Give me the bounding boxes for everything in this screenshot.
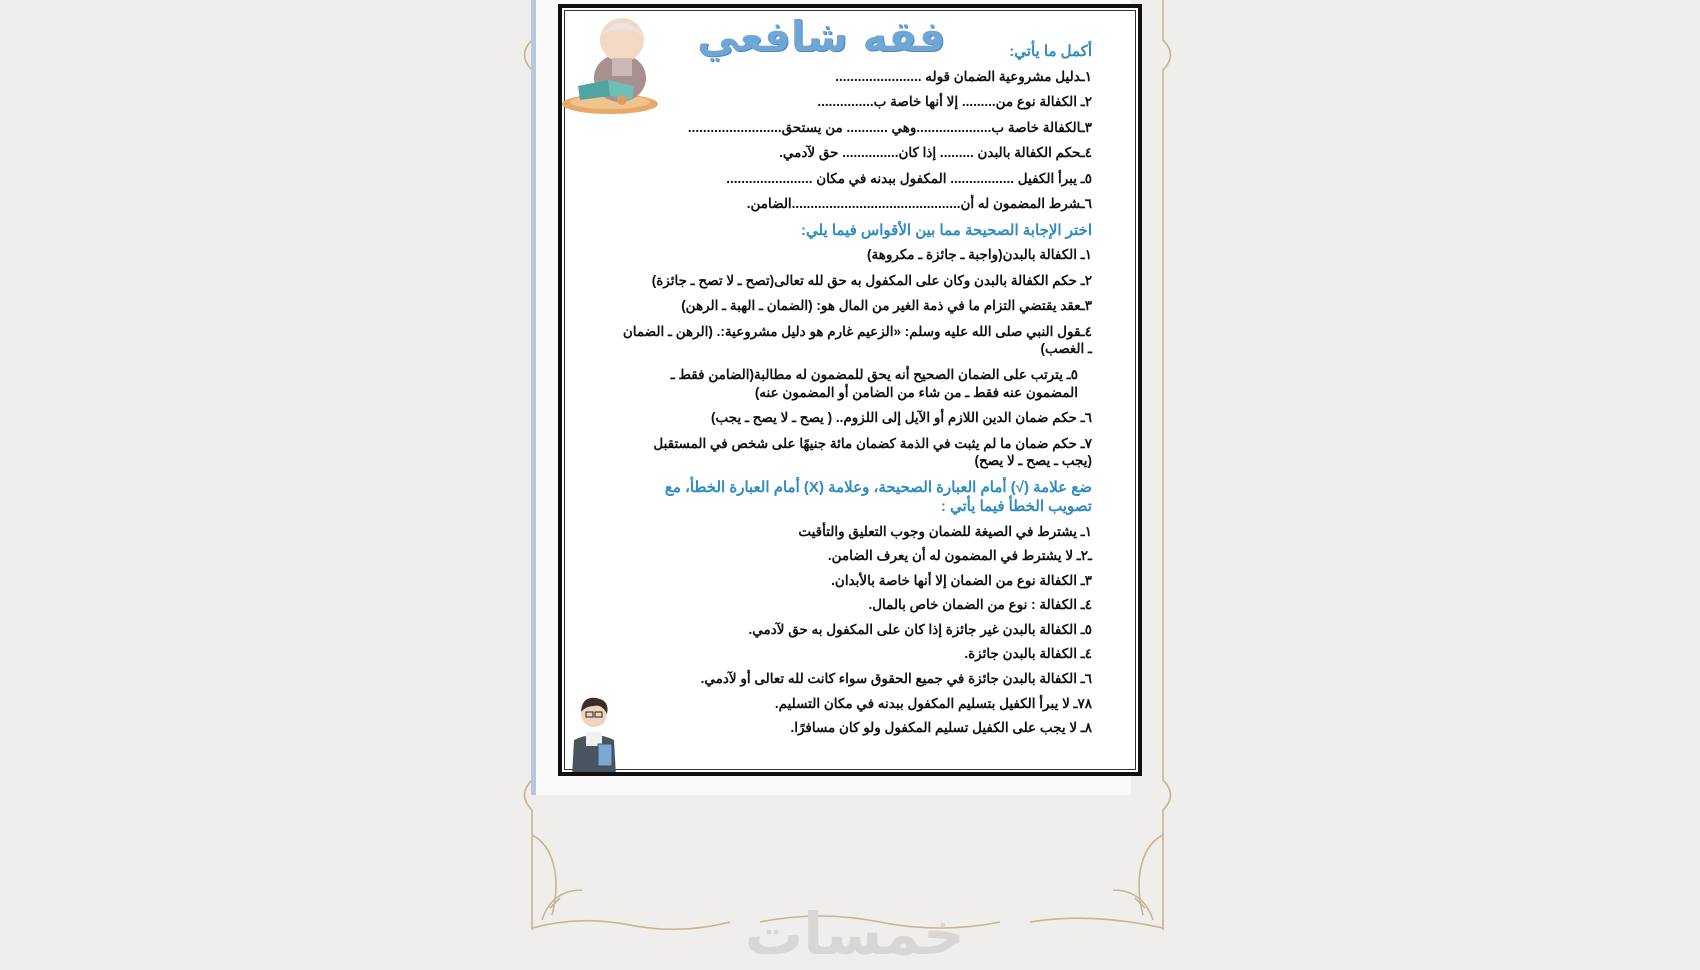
worksheet-page — [558, 4, 1142, 776]
section3-item: ٦ـ الكفالة بالبدن جائزة في جميع الحقوق سواء كانت لله تعالى أو لآدمي. — [700, 671, 1092, 687]
watermark-text: خمسات — [745, 900, 965, 968]
student-with-book-icon — [562, 688, 626, 776]
sheet-margin-rule — [531, 0, 536, 795]
section2-item: ٥ـ يترتب على الضمان الصحيح أنه يحق للمضمون له مطالبة(الضامن فقط ـ المضمون عنه فقط ـ من شاء من الضامن أو المضمون عنه) — [670, 367, 1078, 400]
section3-item: ١ـ يشترط في الصيغة للضمان وجوب التعليق والتأقيت — [798, 523, 1092, 539]
page-title: فقه شافعي — [697, 12, 946, 61]
section1-item: ٣ـالكفالة خاصة ب....................وهي ........... من يستحق......................... — [687, 119, 1092, 135]
section3-item: ٤ـ الكفالة بالبدن جائزة. — [964, 646, 1092, 662]
section3-item: ٤ـ الكفالة : نوع من الضمان خاص بالمال. — [868, 597, 1092, 613]
section2-heading: اختر الإجابة الصحيحة مما بين الأقواس فيما يلي: — [801, 221, 1092, 239]
section3-heading: ضع علامة (√) أمام العبارة الصحيحة، وعلامة (X) أمام العبارة الخطأ، مع تصويب الخطأ فيما يأتي : — [664, 478, 1092, 516]
section3-item: ٧٨ـ لا يبرأ الكفيل بتسليم المكفول ببدنه في مكان التسليم. — [774, 695, 1092, 711]
section3-item: ـ٢ـ لا يشترط في المضمون له أن يعرف الضامن. — [827, 548, 1092, 564]
section1-heading: أكمل ما يأتي: — [1009, 43, 1092, 60]
section2-item: ٦ـ حكم ضمان الدين اللازم أو الآيل إلى اللزوم.. ( يصح ـ لا يصح ـ يجب) — [710, 410, 1092, 426]
section2-item: ٣ـعقد يقتضي التزام ما في ذمة الغير من المال هو: (الضمان ـ الهبة ـ الرهن) — [681, 298, 1092, 314]
section2-item: ٤ـقول النبي صلى الله عليه وسلم: «الزعيم غارم هو دليل مشروعية:. (الرهن ـ الضمان ـ الغصب) — [622, 323, 1092, 357]
section3-item: ٣ـ الكفالة نوع من الضمان إلا أنها خاصة بالأبدان. — [831, 572, 1092, 588]
section2-item: ٢ـ حكم الكفالة بالبدن وكان على المكفول به حق لله تعالى(تصح ـ لا تصح ـ جائزة) — [651, 272, 1092, 288]
section1-item: ٦ـشرط المضمون له أن.............................................الضامن. — [746, 196, 1092, 212]
section3-item: ٥ـ الكفالة بالبدن غير جائزة إذا كان على المكفول به حق لآدمي. — [748, 621, 1092, 637]
section2-item: ١ـ الكفالة بالبدن(واجبة ـ جائزة ـ مكروهة) — [867, 247, 1092, 263]
section1-item: ١ـدليل مشروعية الضمان قوله ....................... — [835, 68, 1092, 84]
section1-item: ٢ـ الكفالة نوع من......... إلا أنها خاصة ب............... — [817, 94, 1092, 110]
section1-item: ٤ـحكم الكفالة بالبدن ......... إذا كان............... حق لآدمي. — [779, 145, 1092, 161]
section1-item: ٥ـ يبرأ الكفيل ................. المكفول ببدنه في مكان ....................... — [726, 170, 1092, 186]
section2-item: ٧ـ حكم ضمان ما لم يثبت في الذمة كضمان مائة جنيهًا على شخص في المستقبل (يجب ـ يصح ـ لا يصح) — [653, 435, 1092, 469]
section3-item: ٨ـ لا يجب على الكفيل تسليم المكفول ولو كان مسافرًا. — [790, 720, 1092, 736]
worksheet-content — [622, 42, 1092, 744]
